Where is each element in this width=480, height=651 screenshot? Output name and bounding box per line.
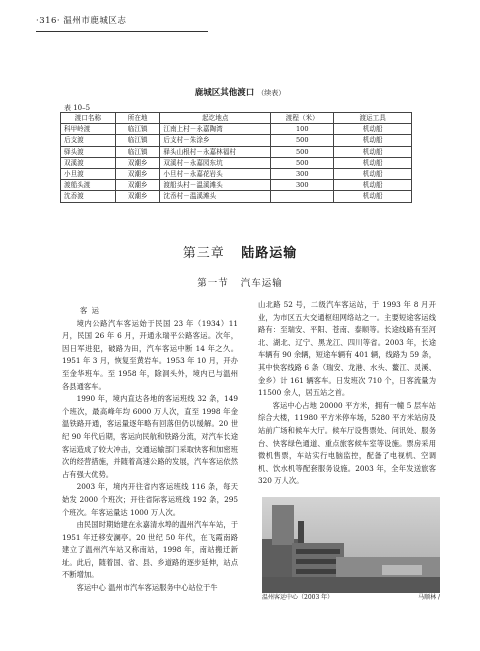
ferry-table [60, 112, 412, 203]
cell-distance: 300 [271, 180, 334, 191]
cell-location: 临江镇 [115, 135, 160, 146]
cell-name: 双溪渡 [61, 157, 116, 168]
paragraph: 山北路 52 号，二级汽车客运站，于 1993 年 8 月开业，为市区五大交通枢纽网络站之一。主要短途客运线路有：至瑞安、平阳、苍南、泰顺等。长途线路有至河北、湖北、辽宁、黑龙江、四川等省。2003 年，长途车辆有 90 余辆，短途车辆有 401 辆，线路为 59 条，其中快客线路 6 条（瑞安、龙港、水头、鳌江、灵溪、金乡）计 161 辆客车。日发班次 710 个，日客流量为 11500 余人，居五站之首。 [258, 300, 436, 398]
col-header-name: 渡口名称 [61, 113, 116, 124]
table-row [61, 157, 412, 168]
cell-vessel: 机动船 [334, 180, 412, 191]
section-label: 第一节 [197, 278, 229, 289]
col-header-location: 所在地 [115, 113, 160, 124]
table-row [61, 146, 412, 157]
paragraph: 1990 年，境内直达各地的客运班线 32 条，149 个班次，最高峰年均 6000 万人次，直至 1998 年金温铁路开通，客运量逐年略有回落但仍以缓解。20 世纪 90 年代后期，客运向民航和铁路分流，对汽车长途客运造成了较大冲击，交通运输部门采取快客和加密班次的经营措施，并随着高速公路的发展，汽车客运依然占有强大优势。 [62, 394, 238, 479]
cell-location: 双潮乡 [115, 168, 160, 179]
col-header-distance: 渡程（米） [271, 113, 334, 124]
photo-caption [262, 592, 440, 601]
table-row [61, 180, 412, 191]
col-header-vessel: 渡运工具 [334, 113, 412, 124]
paragraph: 2003 年，境内开往省内客运班线 116 条，每天始发 2000 个班次；开往省际客运班线 192 条，295 个班次。年客运量达 1000 万人次。 [62, 482, 238, 517]
table-row [61, 191, 412, 202]
cell-vessel: 机动船 [334, 124, 412, 135]
subheading-passenger-transport: 客 运 [80, 306, 100, 315]
cell-name: 沈岙渡 [61, 191, 116, 202]
cell-name: 渡船头渡 [61, 180, 116, 191]
cell-vessel: 机动船 [334, 135, 412, 146]
paragraph: 客运中心占地 20000 平方米，拥有一幢 5 层车站综合大楼，11980 平方米停车场，5280 平方米站房及站前广场和候车大厅。候车厅设售票处、问讯处、服务台、快客绿色通道、重点旅客候车室等设施。票房采用微机售票，车站实行电脑监控，配备了电视机、空调机、饮水机等配套服务设施。2003 年，全年发送旅客 320 万人次。 [258, 400, 436, 486]
chapter-name: 陆路运输 [241, 246, 298, 261]
cell-name: 驿头渡 [61, 146, 116, 157]
cell-name: 后支渡 [61, 135, 116, 146]
paragraph: 客运中心 温州市汽车客运服务中心站位于牛 [76, 583, 218, 593]
cell-vessel: 机动船 [334, 157, 412, 168]
photo-credit: 马顺林 / [418, 594, 440, 601]
cell-distance: 300 [271, 168, 334, 179]
bus-station-photo [262, 497, 440, 593]
table-caption [0, 86, 480, 98]
cell-vessel: 机动船 [334, 146, 412, 157]
paragraph: 境内公路汽车客运始于民国 23 年（1934）11 月，民国 26 年 6 月，开通永瑞平公路客运。次年，因日军进犯，破路为田，汽车客运中断 14 年之久。1951 年 3 月，恢复至黄岩车。1953 年 10 月，开办至金华班车。至 1958 年，除洞头外，境内已与温州各县通客车。 [62, 318, 238, 391]
photo-caption-text: 温州客运中心（2003 年） [262, 594, 334, 601]
table-header-row [61, 113, 412, 124]
cell-distance: 500 [271, 146, 334, 157]
table-caption-title: 鹿城区其他渡口 [194, 88, 255, 98]
cell-distance: 100 [271, 124, 334, 135]
cell-route: 沈岙村－温溪滩头 [160, 191, 271, 202]
table-number: 表 10–5 [64, 104, 91, 112]
table-row [61, 168, 412, 179]
cell-route: 小旦村－永嘉花岩头 [160, 168, 271, 179]
cell-location: 双潮乡 [115, 191, 160, 202]
cell-distance: 500 [271, 157, 334, 168]
cell-route: 驿头山根村－永嘉林福村 [160, 146, 271, 157]
paragraph: 由民国时期始建在永嘉清水埠的温州汽车车站，于 1951 年迁移安澜亭。20 世纪 50 年代，在飞霞南路建立了温州汽车站又称南站，1998 年，南站搬迁新址。此后，随着国、省、县、乡道路的逐步延伸，站点不断增加。 [62, 520, 238, 580]
cell-vessel: 机动船 [334, 191, 412, 202]
cell-location: 双潮乡 [115, 157, 160, 168]
cell-location: 临江镇 [115, 124, 160, 135]
section-name: 汽车运输 [240, 278, 283, 289]
chapter-label: 第三章 [182, 246, 225, 261]
bus-station-photo-image [262, 497, 440, 593]
cell-distance: 500 [271, 135, 334, 146]
cell-vessel: 机动船 [334, 168, 412, 179]
chapter-title [0, 242, 480, 261]
table-caption-note: （续表） [257, 89, 286, 97]
cell-route: 渡船头村－温溪滩头 [160, 180, 271, 191]
cell-route: 江南上村－永嘉陶湾 [160, 124, 271, 135]
cell-name: 小旦渡 [61, 168, 116, 179]
cell-route: 后支村－朱涂乡 [160, 135, 271, 146]
col-header-route: 起讫地点 [160, 113, 271, 124]
table-row [61, 124, 412, 135]
cell-distance [271, 191, 334, 202]
cell-name: 科甲岭渡 [61, 124, 116, 135]
section-title [0, 275, 480, 289]
right-text-column [258, 299, 436, 488]
cell-location: 临江镇 [115, 146, 160, 157]
left-text-column [62, 305, 238, 595]
table-row [61, 135, 412, 146]
cell-route: 双溪村－永嘉园东坑 [160, 157, 271, 168]
running-header: ·316· 温州市鹿城区志 [36, 16, 127, 26]
header-rule [36, 31, 208, 32]
cell-location: 双潮乡 [115, 180, 160, 191]
